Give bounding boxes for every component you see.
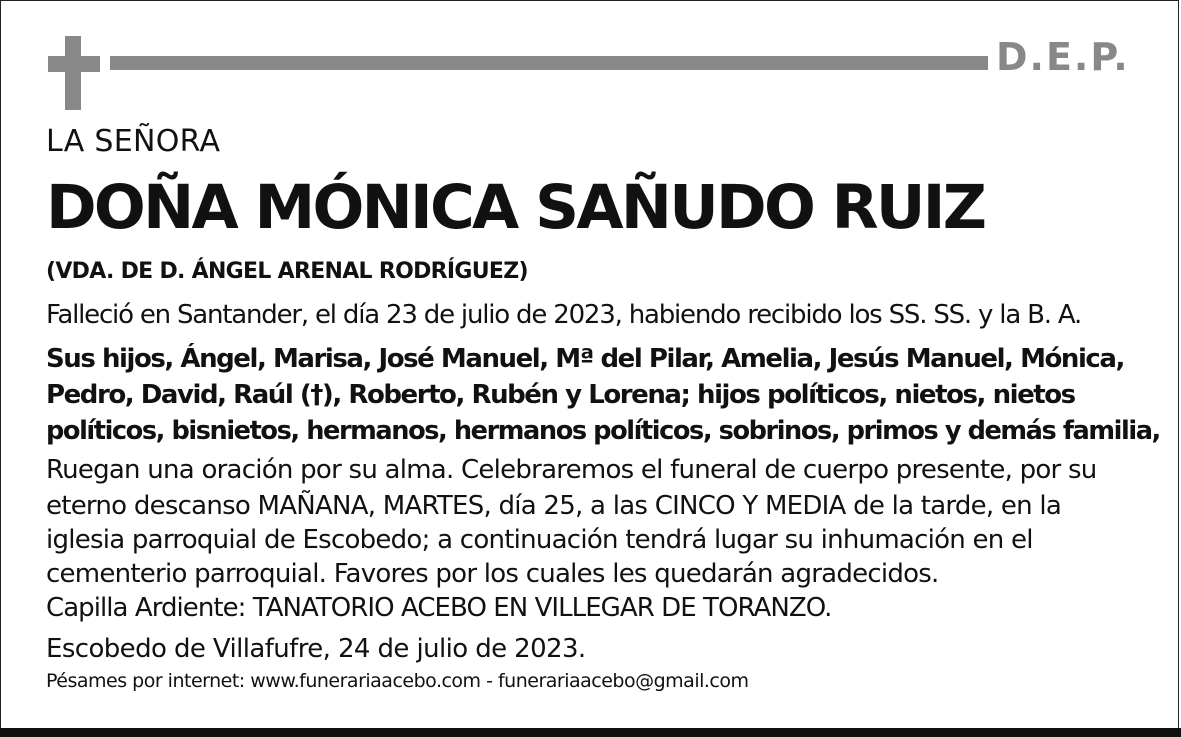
body-line: Ruegan una oración por su alma. Celebraremos el funeral de cuerpo presente, por su xyxy=(46,455,1097,485)
deceased-name: DOÑA MÓNICA SAÑUDO RUIZ xyxy=(46,172,985,243)
family-line: políticos, bisnietos, hermanos, hermanos políticos, sobrinos, primos y demás familia, xyxy=(46,416,1160,446)
family-line: Pedro, David, Raúl (†), Roberto, Rubén y Lorena; hijos políticos, nietos, nietos xyxy=(46,380,1075,410)
widow-of-line: (VDA. DE D. ÁNGEL ARENAL RODRÍGUEZ) xyxy=(46,259,528,284)
chapel-line: Capilla Ardiente: TANATORIO ACEBO EN VILLEGAR DE TORANZO. xyxy=(46,593,832,623)
intro-label: LA SEÑORA xyxy=(46,124,221,159)
family-line: Sus hijos, Ángel, Marisa, José Manuel, Mª del Pilar, Amelia, Jesús Manuel, Mónica, xyxy=(46,344,1124,374)
condolences-line: Pésames por internet: www.funerariaacebo.com - funerariaacebo@gmail.com xyxy=(46,670,749,692)
cross-icon xyxy=(48,36,100,110)
cross-vertical-bar xyxy=(65,36,81,110)
place-date: Escobedo de Villafufre, 24 de julio de 2023. xyxy=(46,634,586,664)
bottom-border xyxy=(0,728,1181,737)
death-notice: Falleció en Santander, el día 23 de julio de 2023, habiendo recibido los SS. SS. y la B. A. xyxy=(46,300,1082,330)
dep-label: D.E.P. xyxy=(996,35,1130,79)
header-divider xyxy=(110,56,988,70)
body-line: cementerio parroquial. Favores por los cuales les quedarán agradecidos. xyxy=(46,559,939,589)
body-line: iglesia parroquial de Escobedo; a continuación tendrá lugar su inhumación en el xyxy=(46,525,1033,555)
cross-horizontal-bar xyxy=(48,56,100,72)
body-line: eterno descanso MAÑANA, MARTES, día 25, a las CINCO Y MEDIA de la tarde, en la xyxy=(46,491,1062,521)
